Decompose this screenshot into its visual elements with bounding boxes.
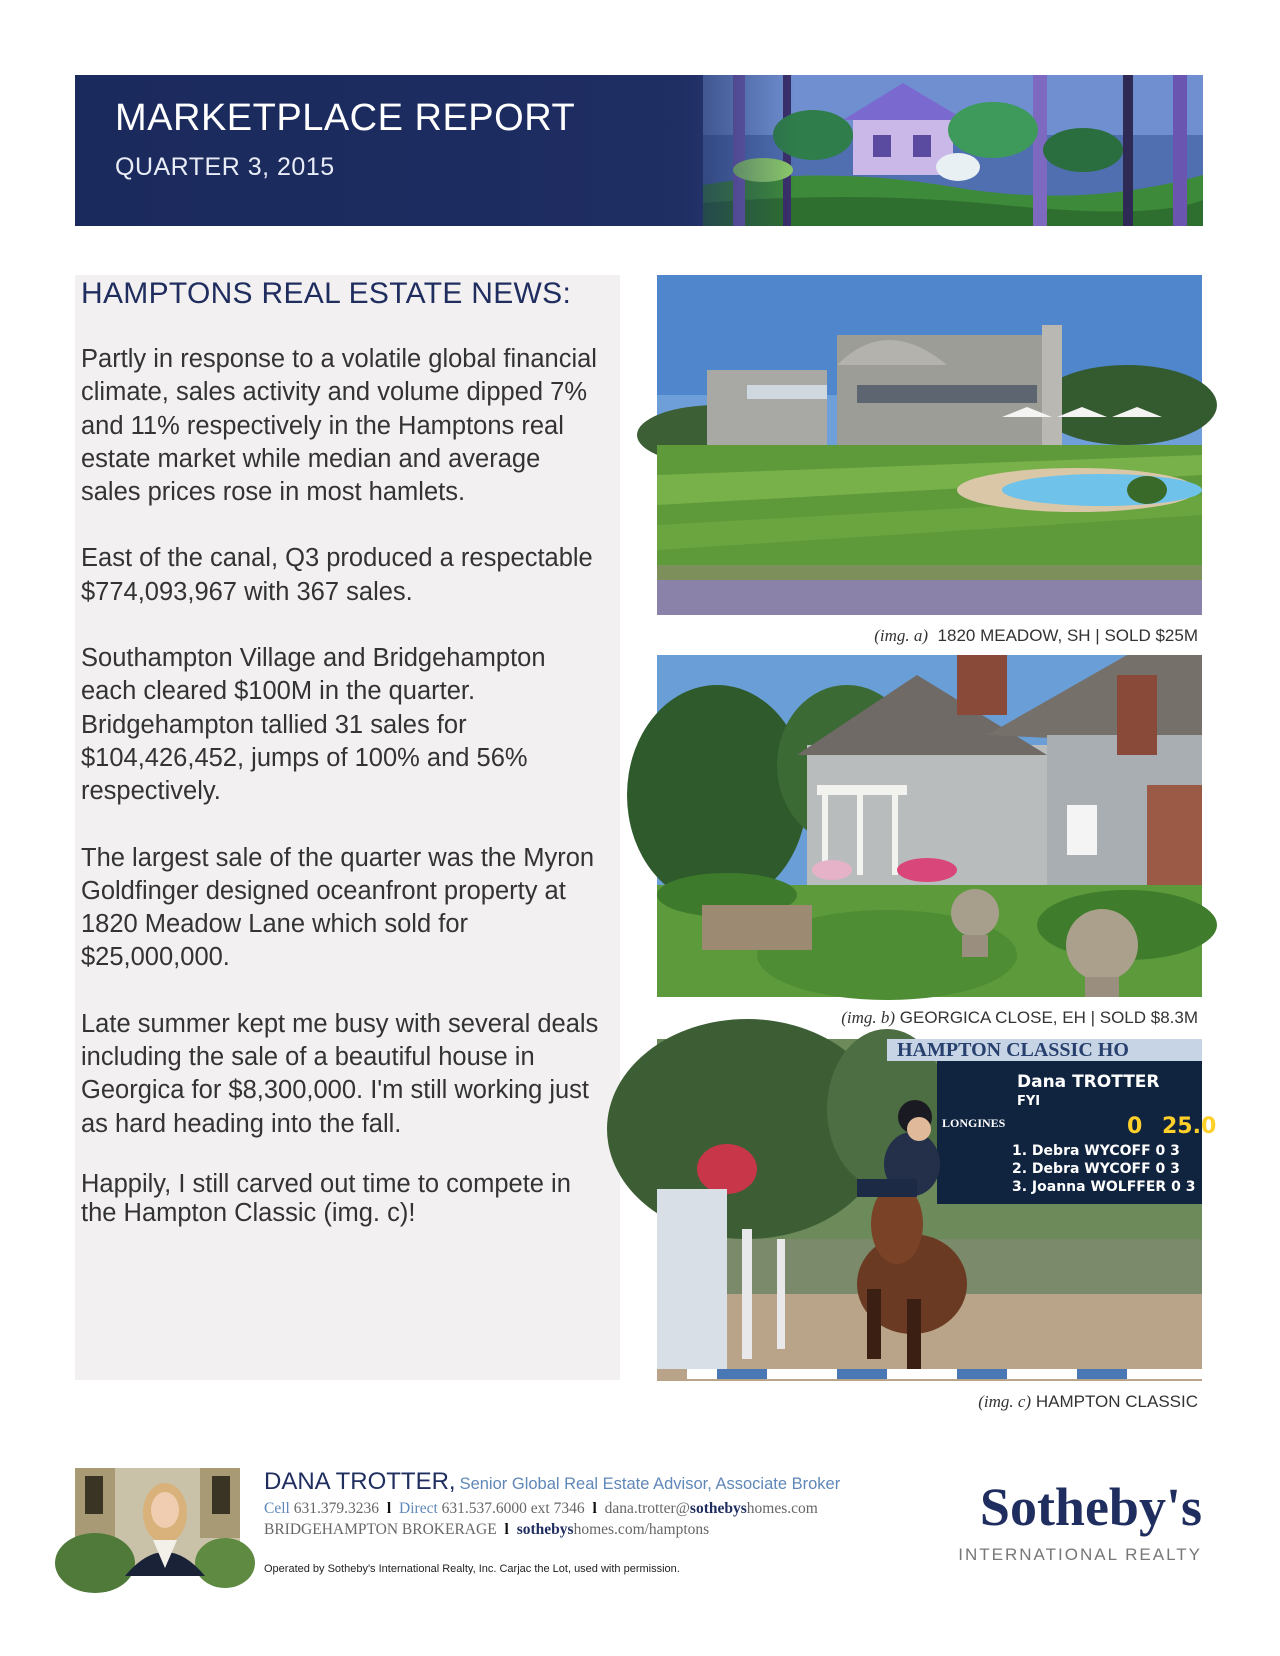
agent-website[interactable]: sothebyshomes.com/hamptons	[516, 1521, 710, 1538]
news-paragraph: Partly in response to a volatile global financial climate, sales activity and volume dipped 7% and 11% respectively in the Hamptons real estate market while median and average sales prices rose in most hamlets.	[81, 345, 597, 507]
agent-contact-line: Cell 631.379.3236 l Direct 631.537.6000 ext 7346 l dana.trotter@sothebyshomes.com	[264, 1500, 818, 1517]
news-paragraph: Southampton Village and Bridgehampton each cleared $100M in the quarter. Bridgehampton tallied 31 sales for $104,426,452, jumps of 100% and 56% respectively.	[81, 644, 546, 806]
news-paragraph: The largest sale of the quarter was the Myron Goldfinger designed oceanfront property at 1820 Meadow Lane which sold for $25,000,000.	[81, 843, 595, 972]
scoreboard-row: 3. Joanna WOLFFER 0 3	[1012, 1179, 1196, 1195]
scoreboard-time: 25.0	[1162, 1114, 1217, 1139]
report-quarter: QUARTER 3, 2015	[115, 153, 335, 181]
photo-meadow-lane	[657, 275, 1202, 615]
agent-brokerage-line: BRIDGEHAMPTON BROKERAGE l sothebyshomes.com/hamptons	[264, 1521, 710, 1538]
scoreboard-row: 1. Debra WYCOFF 0 3	[1012, 1143, 1180, 1159]
scoreboard-sub: FYI	[1017, 1094, 1041, 1109]
news-body	[81, 343, 606, 1261]
agent-brokerage: BRIDGEHAMPTON BROKERAGE	[264, 1521, 497, 1538]
scoreboard-sponsor: LONGINES	[942, 1116, 1006, 1130]
agent-photo	[75, 1468, 240, 1576]
photo-georgica-close	[657, 655, 1202, 997]
photo-hampton-classic	[657, 1039, 1217, 1381]
news-panel	[75, 275, 620, 1380]
news-paragraph: East of the canal, Q3 produced a respectable $774,093,967 with 367 sales.	[81, 544, 593, 606]
caption-img-c: (img. c) HAMPTON CLASSIC	[978, 1392, 1198, 1411]
report-title: MARKETPLACE REPORT	[115, 97, 576, 139]
agent-name: DANA TROTTER,	[264, 1468, 456, 1495]
news-heading: HAMPTONS REAL ESTATE NEWS:	[81, 277, 572, 310]
scoreboard-score: 0	[1127, 1114, 1143, 1139]
scoreboard-row: 2. Debra WYCOFF 0 3	[1012, 1161, 1180, 1177]
sothebys-tagline: INTERNATIONAL REALTY	[958, 1545, 1202, 1564]
header-banner	[75, 75, 1203, 226]
disclaimer: Operated by Sotheby's International Realty, Inc. Carjac the Lot, used with permission.	[264, 1563, 680, 1575]
scoreboard-rider: Dana TROTTER	[1017, 1072, 1160, 1092]
agent-direct[interactable]: 631.537.6000 ext 7346	[441, 1500, 585, 1517]
sothebys-logo: Sotheby's	[979, 1477, 1202, 1537]
caption-img-a: (img. a) 1820 MEADOW, SH | SOLD $25M	[874, 626, 1198, 645]
scoreboard-banner: HAMPTON CLASSIC HO	[897, 1039, 1129, 1061]
agent-name-line	[264, 1468, 840, 1496]
agent-role: Senior Global Real Estate Advisor, Associate Broker	[459, 1475, 841, 1493]
agent-email[interactable]: dana.trotter@sothebyshomes.com	[604, 1500, 818, 1517]
agent-cell[interactable]: 631.379.3236	[293, 1500, 379, 1517]
caption-img-b: (img. b) GEORGICA CLOSE, EH | SOLD $8.3M	[841, 1008, 1198, 1027]
news-paragraph: Happily, I still carved out time to compete in the Hampton Classic (img. c)!	[81, 1169, 571, 1227]
news-paragraph: Late summer kept me busy with several deals including the sale of a beautiful house in Georgica for $8,300,000. I'm still working just as hard heading into the fall.	[81, 1009, 599, 1138]
